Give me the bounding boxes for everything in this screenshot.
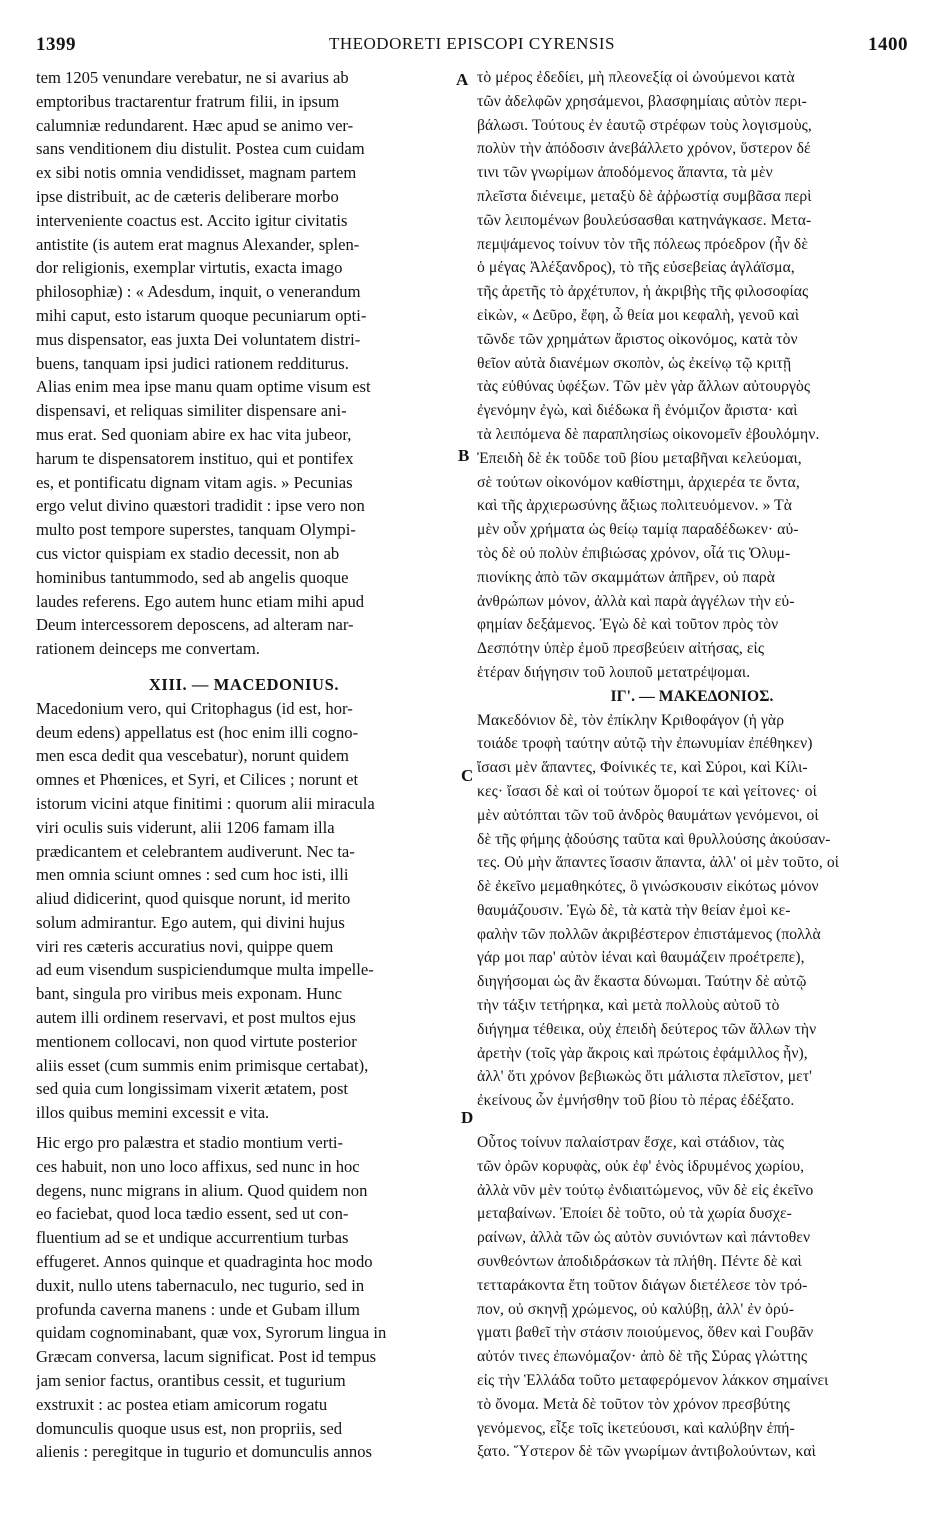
text-line: effugeret. Annos quinque et quadraginta hoc modo [36,1252,373,1272]
text-line: calumniæ redundarent. Hæc apud se animo ver- [36,115,354,135]
text-line: τὸ μέρος ἐδεδίει, μὴ πλεονεξίᾳ οἱ ὠνούμενοι κατὰ [477,69,795,86]
text-line: δὲ τῆς φήμης ᾀδούσης ταῦτα καὶ θρυλλούσης ἀκούσαν- [477,830,831,848]
text-line: ipse distribuit, ac de cæteris deliberare morbo [36,186,339,206]
greek-block-1 [477,66,907,685]
text-line: τινι τῶν γνωρίμων ἀποδόμενος ἅπαντα, τὰ μὲν [477,164,773,182]
text-line: τῶν λειπομένων βουλεύσασθαι κατηνάγκασε. Μετα- [477,211,812,229]
text-line: eo faciebat, quod loca tædio essent, sed ut con- [36,1204,349,1224]
text-line: domunculis quoque usus est, non propriis, sed [36,1418,343,1438]
text-line: dispensavi, et reliquas similiter dispensare ani- [36,401,347,421]
text-line: hominibus tantummodo, sed ab angelis quoque [36,567,349,587]
latin-block-2 [36,697,452,1125]
page-number-left: 1399 [36,34,76,55]
text-line: θεῖον αὐτὰ διανέμων σκοπὸν, ὡς ἐκείνῳ τῷ κριτῇ [477,354,792,372]
text-line: τετταράκοντα ἔτη τοῦτον διάγων διετέλεσε τὸν τρό- [477,1276,808,1294]
text-line: διηγήσομαι ὡς ἂν ἕκαστα δύνωμαι. Ταύτην δὲ αὐτῷ [477,973,807,991]
text-line: κες· ἴσασι δὲ καὶ οἱ τούτων ὅμοροί τε καὶ γείτονες· οἱ [477,782,817,800]
text-line: συνθεόντων ἀποδιδράσκων τὰ πλήθη. Πέντε δὲ καὶ [477,1253,802,1271]
text-line: ἐγενόμην ἐγὼ, καὶ διέδωκα ἣ ἐνόμιζον ἄριστα· καὶ [477,402,798,420]
text-line: ἐκείνους ὧν ἐμνήσθην τοῦ βίου τὸ πέρας ἐδέξατο. [477,1092,795,1110]
text-line: mus erat. Sed quoniam abire ex hac vita jubeor, [36,424,352,444]
text-line: es, et pontificatu dignam vitam agis. » Pecunias [36,472,353,492]
text-line: ραίνων, ἀλλὰ τῶν ὡς αὐτὸν συνιόντων καὶ πάντοθεν [477,1229,811,1247]
greek-block-2 [477,709,907,1114]
text-line: πον, οὐ σκηνῇ χρώμενος, οὐ καλύβῃ, ἀλλ' ἐν ὀρύ- [477,1300,795,1318]
text-line: antistite (is autem erat magnus Alexander, splen- [36,234,360,254]
text-line: τὸς δὲ οὐ πολὺν ἐπιβιώσας χρόνον, οἷά τις Ὀλυμ- [477,544,791,562]
text-line: τες. Οὐ μὴν ἅπαντες ἴσασιν ἅπαντα, ἀλλ' οἱ μὲν τοῦτο, οἱ [477,854,840,872]
text-line: διήγημα τέθεικα, οὐχ ἐπειδὴ δεύτερος τῶν ἄλλων τὴν [477,1020,817,1038]
greek-section-heading: ΙΓ'. — ΜΑΚΕΔΟΝΙΟΣ. [610,687,774,705]
latin-block-1 [36,66,452,661]
latin-column [36,66,452,1464]
text-line: σὲ τούτων οἰκονόμον καθίστημι, ἀρχιερέα τε ὄντα, [477,473,800,491]
text-line: mus dispensator, eas juxta Dei voluntatem distri- [36,329,361,349]
text-line: Macedonium vero, qui Critophagus (id est, hor- [36,698,353,718]
text-line: illos quibus memini excessit e vita. [36,1103,270,1123]
text-line: jam senior factus, orantibus cessit, et tugurium [36,1371,346,1391]
text-line: omnes et Phœnices, et Syri, et Cilices ; norunt et [36,770,359,790]
text-line: Deum intercessorem deposcens, ad alteram nar- [36,615,354,635]
text-line: Hic ergo pro palæstra et stadio montium verti- [36,1133,344,1153]
text-line: cus victor quispiam ex stadio decessit, non ab [36,543,340,563]
text-line: πεμψάμενος τοίνυν τὸν τῆς πόλεως πρόεδρον (ἦν δὲ [477,235,809,253]
text-line: πολὺν τὴν ἀπόδοσιν ἀνεβάλλετο χρόνον, ὕστερον δέ [477,140,811,158]
text-line: ἀνθρώπων μόνον, ἀλλὰ καὶ παρὰ ἀγγέλων τὴν εὐ- [477,592,795,610]
text-line: Δεσπότην ὑπὲρ ἐμοῦ πρεσβεύειν αἰτήσας, εἰς [477,640,765,658]
text-line: degens, nunc migrans in alium. Quod quidem non [36,1180,368,1200]
text-line: solum admirantur. Ego autem, qui divini hujus [36,912,345,932]
latin-section-heading: XIII. — MACEDONIUS. [148,674,340,694]
text-line: μὲν οὖν χρήματα ὡς θείῳ ταμίᾳ παραδέδωκεν· αὐ- [477,521,799,539]
text-line: philosophiæ) : « Adesdum, inquit, o venerandum [36,282,361,302]
text-line: fluentium ad se et undique accurrentium turbas [36,1228,349,1248]
text-line: βάλωσι. Τούτους ἐν ἑαυτῷ στρέφων τοὺς λογισμοὺς, [477,116,812,134]
text-line: τῶν ἀδελφῶν χρησάμενοι, βλασφημίαις αὐτὸν περι- [477,92,807,110]
text-line: laudes referens. Ego autem hunc etiam mihi apud [36,591,365,611]
text-line: men esca dedit qua vescebatur), norunt quidem [36,746,349,766]
text-line: ex sibi notis omnia vendidisset, magnam partem [36,163,357,183]
text-line: emptoribus tractarentur fratrum filii, in ipsum [36,91,340,111]
text-line: rationem deinceps me convertam. [36,639,260,659]
latin-block-3 [36,1131,452,1464]
text-line: mihi caput, esto istarum quoque pecuniarum opti- [36,305,367,325]
text-line: γματι βαθεῖ τὴν στάσιν ποιούμενος, ὅθεν καὶ Γουβᾶν [477,1324,814,1342]
text-line: φαλὴν τῶν πολλῶν ἀκριβέστερον ἐπιστάμενος (πολλὰ [477,925,821,943]
text-line: men omnia sciunt omnes : sed cum hoc isti, illi [36,865,349,885]
text-line: exstruxit : ac postea etiam amicorum rogatu [36,1394,328,1414]
text-line: duxit, nullo utens tabernaculo, nec tugurio, sed in [36,1275,365,1295]
text-line: μεταβαίνων. Ἐποίει δὲ τοῦτο, οὐ τὰ χωρία δυσχε- [477,1205,792,1223]
text-line: alienis : peregitque in tugurio et domunculis annos [36,1442,372,1462]
page-number-right: 1400 [868,34,908,55]
section-marker-a: A [456,70,469,89]
text-line: γάρ μοι παρ' αὐτὸν ἰέναι καὶ θαυμάζειν προέτρεπε), [477,949,805,967]
text-line: viri res cæteris accuratius novi, quippe quem [36,936,334,956]
text-line: Græcam conversa, lacum significat. Post id tempus [36,1347,377,1367]
text-line: καὶ τῆς ἀρχιερωσύνης ἄξιως πολιτευόμενον. » Τὰ [477,497,793,515]
text-line: εἰκὼν, « Δεῦρο, ἔφη, ὦ θεία μοι κεφαλὴ, γενοῦ καὶ [477,306,800,324]
text-line: ὁ μέγας Ἀλέξανδρος), τὸ τῆς εὐσεβείας ἀγλάϊσμα, [477,259,795,277]
text-line: Ἐπειδὴ δὲ ἐκ τοῦδε τοῦ βίου μεταβῆναι κελεύομαι, [477,449,802,467]
text-line: εἰς τὴν Ἑλλάδα τοῦτο μεταφερόμενον λάκκον σημαίνει [477,1372,829,1390]
greek-column [477,66,907,1464]
running-header [36,34,908,60]
text-line: Alias enim mea ipse manu quam optime visum est [36,377,371,397]
text-line: φημίαν δεξάμενος. Ἐγὼ δὲ καὶ τοῦτον πρὸς τὸν [477,616,779,634]
text-line: istorum vicini atque finitimi : quorum alii miracula [36,793,375,813]
text-line: ad eum visendum suspiciendumque multa impelle- [36,960,374,980]
text-line: τὴν τάξιν τετήρηκα, καὶ μετὰ πολλοὺς αὐτοῦ τὸ [477,997,780,1015]
text-line: autem illi ordinem reservavi, et post multos ejus [36,1008,356,1028]
text-line: prædicantem et celebrantem audiverunt. Nec ta- [36,841,355,861]
text-line: ἀρετὴν (τοῖς γὰρ ἄκροις καὶ πρώτοις ἐφάμιλλος ἦν), [477,1044,808,1062]
text-line: τὰ λειπόμενα δὲ παραπλησίως οἰκονομεῖν ἐβουλόμην. [477,425,820,443]
text-line: sans venditionem diu distulit. Postea cum cuidam [36,139,365,159]
text-line: tem 1205 venundare verebatur, ne si avarius ab [36,68,349,87]
text-line: aliud didicerint, quod quisque norunt, id merito [36,889,351,909]
text-line: deum edens) appellatus est (hoc enim illi cogno- [36,722,359,742]
section-marker-d: D [461,1108,474,1127]
text-line: bant, singula pro viribus meis exponam. Hunc [36,984,343,1004]
text-line: multo post tempore superstes, tanquam Olympi- [36,520,356,540]
section-marker-b: B [458,446,470,465]
text-line: δὲ ἐκεῖνο μεμαθηκότες, ὃ γινώσκουσιν εἰκότως μόνον [477,878,819,896]
text-line: dor religionis, exemplar virtutis, exacta imago [36,258,343,278]
text-line: ἑτέραν διήγησιν τοῦ λοιποῦ μετατρέψομαι. [477,663,751,681]
text-line: πλεῖστα διένειμε, μεταξὺ δὲ ἀῤῥωστίᾳ συμβᾶσα περὶ [477,187,812,205]
text-line: ergo velut divino quæstori tradidit : ipse vero non [36,496,365,516]
text-line: profunda caverna manens : unde et Gubam illum [36,1299,360,1319]
greek-block-3 [477,1131,907,1464]
text-line: πιονίκης ἀπὸ τῶν σκαμμάτων ἀπῆρεν, οὐ παρὰ [477,568,776,586]
text-line: μὲν αὐτόπται τῶν τοῦ ἀνδρὸς θαυμάτων γενόμενοι, οἱ [477,806,819,824]
text-line: mentionem collocavi, non quod virtute posterior [36,1031,357,1051]
section-marker-c: C [461,766,474,785]
text-line: harum te dispensatorem instituo, qui et pontifex [36,448,354,468]
text-line: τὸ ὄνομα. Μετὰ δὲ τοῦτον τὸν χρόνον πρεσβύτης [477,1395,790,1413]
text-line: ἀλλ' ὅτι χρόνον βεβιωκὼς ὅτι μάλιστα πλεῖστον, μετ' [477,1068,813,1086]
text-line: sed quia cum longissimam vixerit ætatem, post [36,1079,349,1099]
text-line: ἀλλὰ νῦν μὲν τούτῳ ἐνδιαιτώμενος, νῦν δὲ εἰς ἐκεῖνο [477,1181,814,1199]
running-title: THEODORETI EPISCOPI CYRENSIS [328,34,616,53]
text-line: Μακεδόνιον δὲ, τὸν ἐπίκλην Κριθοφάγον (ἡ γὰρ [477,711,785,729]
text-line: buens, tanquam ipsi judici rationem redditurus. [36,353,349,373]
text-line: aliis esset (cum summis enim primisque certabat), [36,1055,369,1075]
text-line: αὐτόν τινες ἐπωνόμαζον· ἀπὸ δὲ τῆς Σύρας γλώττης [477,1348,808,1366]
text-line: ces habuit, non uno loco affixus, sed nunc in hoc [36,1156,360,1176]
text-line: Οὗτος τοίνυν παλαίστραν ἔσχε, καὶ στάδιον, τὰς [477,1134,785,1152]
text-line: γενόμενος, εἶξε τοῖς ἱκετεύουσι, καὶ καλύβην ἐπή- [477,1419,795,1437]
text-line: τῆς ἀρετῆς τὸ ἀρχέτυπον, ἡ ἀκριβὴς τῆς φιλοσοφίας [477,283,809,301]
text-line: θαυμάζουσιν. Ἐγὼ δὲ, τὰ κατὰ τὴν θείαν ἐμοὶ κε- [477,901,791,919]
text-line: ἴσασι μὲν ἅπαντες, Φοίνικές τε, καὶ Σύροι, καὶ Κίλι- [477,759,808,777]
text-line: interveniente coactus est. Accito igitur civitatis [36,210,348,230]
text-line: τῶνδε τῶν χρημάτων ἄριστος οἰκονόμος, κατὰ τὸν [477,330,798,348]
text-line: ξατο. Ὕστερον δὲ τῶν γνωρίμων ἀντιβολούντων, καὶ [477,1443,816,1461]
text-line: quidam cognominabant, quæ vox, Syrorum lingua in [36,1323,387,1343]
text-line: τοιάδε τροφὴ ταύτην αὐτῷ τὴν ἐπωνυμίαν ἐπέθηκεν) [477,735,813,753]
text-line: τὰς εὐθύνας ὑφέξων. Τῶν μὲν γὰρ ἄλλων αὐτουργὸς [477,378,811,396]
text-line: viri oculis suis viderunt, alii 1206 famam illa [36,817,335,837]
text-line: τῶν ὀρῶν κορυφὰς, οὐκ ἐφ' ἑνὸς ἱδρυμένος χωρίου, [477,1157,805,1175]
